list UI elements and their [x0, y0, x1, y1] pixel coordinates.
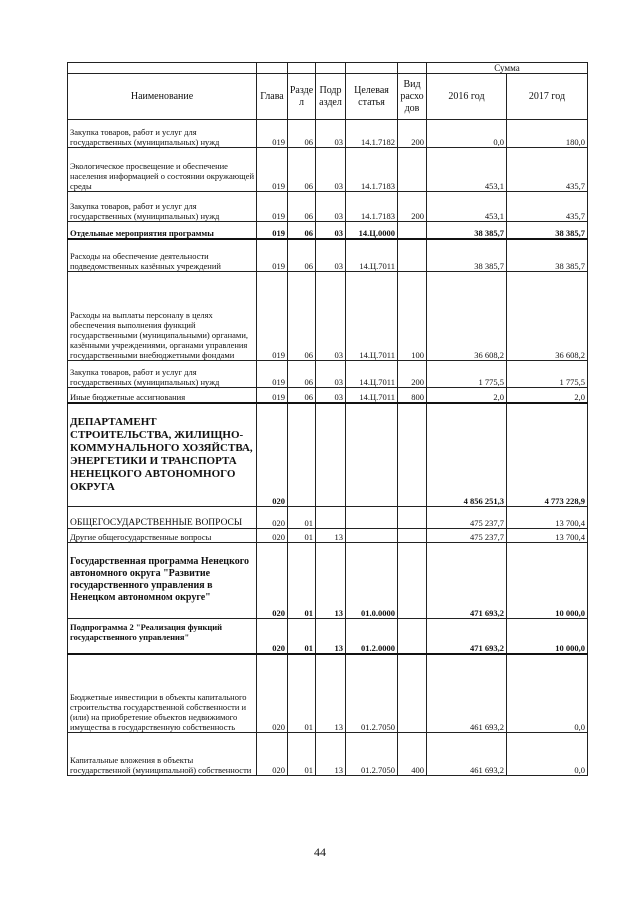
row-glava: 019: [257, 361, 288, 388]
table-row: [68, 361, 588, 388]
table-row: [68, 222, 588, 239]
row-2016: 475 237,7: [427, 528, 507, 542]
row-target: 14.Ц.7011: [346, 361, 398, 388]
row-target: 14.Ц.7011: [346, 388, 398, 403]
row-vid: [398, 528, 427, 542]
row-glava: 019: [257, 388, 288, 403]
row-target: [346, 403, 398, 507]
row-2017: 38 385,7: [507, 222, 588, 239]
row-2017: 13 700,4: [507, 506, 588, 528]
row-2017: 2,0: [507, 388, 588, 403]
row-vid: [398, 654, 427, 732]
row-razdel: 01: [288, 732, 316, 775]
row-2017: 10 000,0: [507, 618, 588, 654]
row-razdel: 01: [288, 506, 316, 528]
header-razdel-top: [288, 63, 316, 74]
row-vid: [398, 239, 427, 272]
row-target: 14.1.7182: [346, 120, 398, 148]
row-name: Бюджетные инвестиции в объекты капитального строительства государственной собственности и (или) на приобретение объектов недвижимого имущества в государственную собственность: [68, 654, 257, 732]
row-glava: 020: [257, 732, 288, 775]
table-row: [68, 528, 588, 542]
row-razdel: 01: [288, 654, 316, 732]
row-glava: 019: [257, 272, 288, 361]
row-vid: 100: [398, 272, 427, 361]
row-2016: 2,0: [427, 388, 507, 403]
row-2017: 36 608,2: [507, 272, 588, 361]
row-podrazdel: 03: [316, 272, 346, 361]
row-glava: 020: [257, 403, 288, 507]
header-target-top: [346, 63, 398, 74]
row-glava: 020: [257, 618, 288, 654]
row-glava: 020: [257, 542, 288, 618]
row-target: [346, 506, 398, 528]
row-2016: 471 693,2: [427, 542, 507, 618]
row-vid: [398, 542, 427, 618]
row-target: 14.1.7183: [346, 148, 398, 192]
row-target: 01.2.7050: [346, 732, 398, 775]
row-podrazdel: 13: [316, 732, 346, 775]
table-row: [68, 192, 588, 222]
row-2016: 453,1: [427, 148, 507, 192]
row-2017: 0,0: [507, 654, 588, 732]
row-target: 14.1.7183: [346, 192, 398, 222]
header-name: Наименование: [68, 74, 257, 120]
row-razdel: 06: [288, 239, 316, 272]
header-target: Целевая статья: [346, 74, 398, 120]
header-summa: Сумма: [427, 63, 588, 74]
row-glava: 019: [257, 222, 288, 239]
row-name: Капитальные вложения в объекты государственной (муниципальной) собственности: [68, 732, 257, 775]
table-row: [68, 542, 588, 618]
row-podrazdel: 03: [316, 120, 346, 148]
row-target: 14.Ц.7011: [346, 272, 398, 361]
row-2017: 13 700,4: [507, 528, 588, 542]
row-razdel: 01: [288, 618, 316, 654]
row-razdel: 06: [288, 361, 316, 388]
row-name: Иные бюджетные ассигнования: [68, 388, 257, 403]
row-2016: 471 693,2: [427, 618, 507, 654]
page-number: 44: [314, 845, 326, 859]
table-row: [68, 148, 588, 192]
row-name: Расходы на обеспечение деятельности подведомственных казённых учреждений: [68, 239, 257, 272]
header-vid-top: [398, 63, 427, 74]
row-vid: [398, 506, 427, 528]
row-target: 01.2.7050: [346, 654, 398, 732]
row-podrazdel: 13: [316, 618, 346, 654]
row-vid: 400: [398, 732, 427, 775]
row-razdel: 06: [288, 222, 316, 239]
row-glava: 019: [257, 192, 288, 222]
row-razdel: 06: [288, 388, 316, 403]
row-name: Закупка товаров, работ и услуг для государственных (муниципальных) нужд: [68, 120, 257, 148]
table-row: [68, 732, 588, 775]
row-podrazdel: 03: [316, 192, 346, 222]
table-row: [68, 403, 588, 507]
row-razdel: 06: [288, 192, 316, 222]
row-podrazdel: 13: [316, 654, 346, 732]
row-2016: 1 775,5: [427, 361, 507, 388]
row-razdel: 06: [288, 148, 316, 192]
row-razdel: [288, 403, 316, 507]
row-vid: 800: [398, 388, 427, 403]
header-glava: Глава: [257, 74, 288, 120]
row-vid: 200: [398, 192, 427, 222]
row-name: Закупка товаров, работ и услуг для государственных (муниципальных) нужд: [68, 192, 257, 222]
row-2017: 1 775,5: [507, 361, 588, 388]
row-name: Другие общегосударственные вопросы: [68, 528, 257, 542]
row-name: ОБЩЕГОСУДАРСТВЕННЫЕ ВОПРОСЫ: [68, 506, 257, 528]
row-2017: 4 773 228,9: [507, 403, 588, 507]
row-target: 14.Ц.7011: [346, 239, 398, 272]
header-glava-top: [257, 63, 288, 74]
row-glava: 019: [257, 239, 288, 272]
row-2016: 36 608,2: [427, 272, 507, 361]
row-vid: [398, 403, 427, 507]
table-row: [68, 272, 588, 361]
row-podrazdel: 03: [316, 239, 346, 272]
table-row: [68, 120, 588, 148]
row-2017: 38 385,7: [507, 239, 588, 272]
row-name: Государственная программа Ненецкого автономного округа "Развитие государственного управления в Ненецком автономном округе": [68, 542, 257, 618]
row-razdel: 06: [288, 120, 316, 148]
row-podrazdel: 03: [316, 148, 346, 192]
row-target: 01.0.0000: [346, 542, 398, 618]
row-glava: 020: [257, 528, 288, 542]
row-2016: 4 856 251,3: [427, 403, 507, 507]
budget-table: [67, 62, 588, 776]
row-podrazdel: [316, 506, 346, 528]
header-2017: 2017 год: [507, 74, 588, 120]
row-podrazdel: 03: [316, 388, 346, 403]
row-2017: 180,0: [507, 120, 588, 148]
row-2016: 38 385,7: [427, 222, 507, 239]
row-2016: 461 693,2: [427, 732, 507, 775]
row-podrazdel: 13: [316, 542, 346, 618]
row-2017: 0,0: [507, 732, 588, 775]
row-vid: 200: [398, 361, 427, 388]
header-vid: Вид расхо дов: [398, 74, 427, 120]
row-2016: 38 385,7: [427, 239, 507, 272]
row-glava: 019: [257, 148, 288, 192]
row-glava: 019: [257, 120, 288, 148]
row-2017: 435,7: [507, 148, 588, 192]
row-2017: 10 000,0: [507, 542, 588, 618]
row-name: Расходы на выплаты персоналу в целях обеспечения выполнения функций государственными (муниципальными) органами, казёнными учреждениями, органами управления государственными внебюджетными фондами: [68, 272, 257, 361]
row-target: [346, 528, 398, 542]
row-2016: 0,0: [427, 120, 507, 148]
row-vid: [398, 148, 427, 192]
header-name-top: [68, 63, 257, 74]
row-razdel: 01: [288, 542, 316, 618]
row-2016: 475 237,7: [427, 506, 507, 528]
header-podrazdel-top: [316, 63, 346, 74]
table-row: [68, 388, 588, 403]
row-2016: 453,1: [427, 192, 507, 222]
row-target: 01.2.0000: [346, 618, 398, 654]
row-name: Подпрограмма 2 "Реализация функций государственного управления": [68, 618, 257, 654]
row-podrazdel: [316, 403, 346, 507]
row-target: 14.Ц.0000: [346, 222, 398, 239]
row-razdel: 06: [288, 272, 316, 361]
table-row: [68, 506, 588, 528]
row-podrazdel: 13: [316, 528, 346, 542]
table-row: [68, 239, 588, 272]
row-2016: 461 693,2: [427, 654, 507, 732]
row-2017: 435,7: [507, 192, 588, 222]
row-vid: [398, 618, 427, 654]
row-podrazdel: 03: [316, 222, 346, 239]
row-name: Экологическое просвещение и обеспечение населения информацией о состоянии окружающей среды: [68, 148, 257, 192]
header-2016: 2016 год: [427, 74, 507, 120]
header-razdel: Разде л: [288, 74, 316, 120]
row-vid: 200: [398, 120, 427, 148]
row-glava: 020: [257, 654, 288, 732]
row-name: Закупка товаров, работ и услуг для государственных (муниципальных) нужд: [68, 361, 257, 388]
row-vid: [398, 222, 427, 239]
row-glava: 020: [257, 506, 288, 528]
table-row: [68, 654, 588, 732]
row-name: ДЕПАРТАМЕНТ СТРОИТЕЛЬСТВА, ЖИЛИЩНО-КОММУНАЛЬНОГО ХОЗЯЙСТВА, ЭНЕРГЕТИКИ И ТРАНСПОРТА НЕНЕЦКОГО АВТОНОМНОГО ОКРУГА: [68, 403, 257, 507]
row-razdel: 01: [288, 528, 316, 542]
row-name: Отдельные мероприятия программы: [68, 222, 257, 239]
header-podrazdel: Подр аздел: [316, 74, 346, 120]
table-row: [68, 618, 588, 654]
row-podrazdel: 03: [316, 361, 346, 388]
